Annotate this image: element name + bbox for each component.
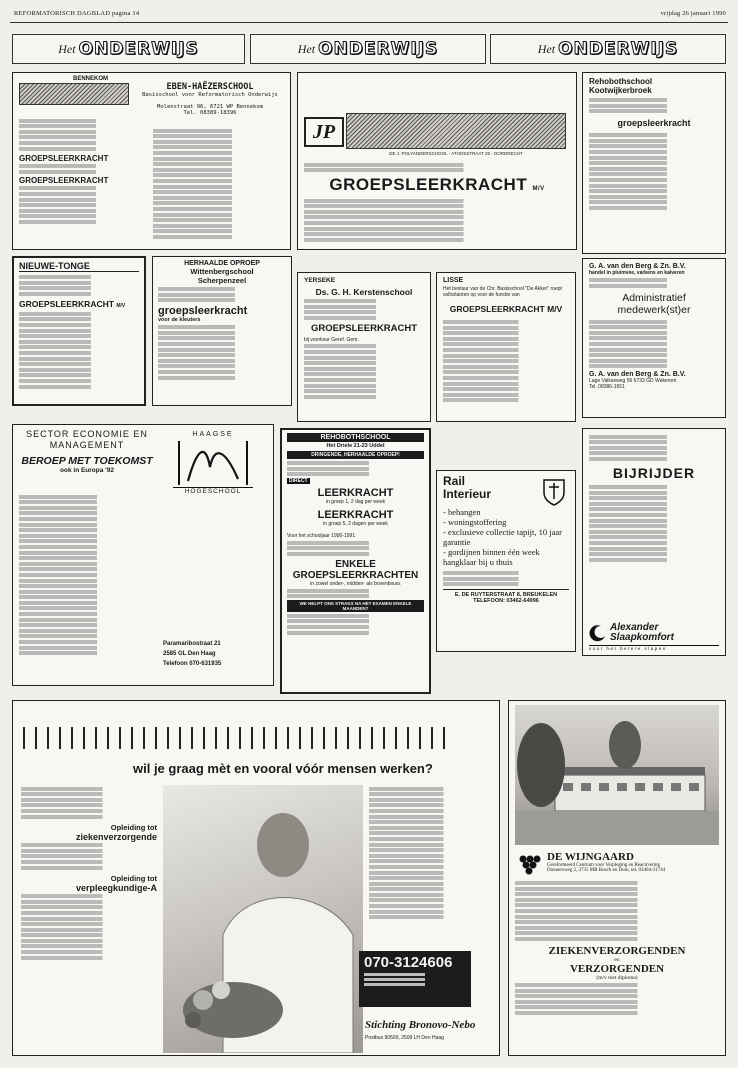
vacancy-title: Administratief medewerk(st)er	[617, 291, 691, 316]
logo-bottom-text: HOGESCHOOL	[173, 487, 253, 495]
header-right: vrijdag 26 januari 1990	[660, 10, 726, 17]
help-banner: WE HELPT ONS STRAKS NA HET EXAMEN ENKELE MAANDEN?	[287, 600, 424, 612]
banner-title: ONDERWIJS	[558, 39, 679, 59]
ad-rehobothschool-kootwijkerbroek	[582, 72, 726, 254]
ad-place: NIEUWE-TONGE	[19, 261, 139, 272]
vacancy-subtitle: voor de kleuters	[158, 317, 201, 324]
haagse-hogeschool-logo	[178, 441, 248, 485]
banner-title: ONDERWIJS	[318, 39, 439, 59]
banner-het: Het	[297, 41, 316, 56]
company-address: Lage Valkseweg 56 6733 GD Wekerom	[589, 378, 677, 385]
school-subtitle: Basisschool voor Reformatorisch Onderwijs	[142, 92, 278, 98]
ad-rehobothschool-uddel	[280, 428, 431, 694]
service-item: - woningstoffering	[443, 517, 507, 527]
school-address-line: DE J. POLYANDERSCHOOL - ATHOSSTRAAT 25 - DORDRECHT	[389, 151, 523, 156]
course-heading: Opleiding tot	[110, 822, 157, 832]
organisation-name: Stichting Bronovo-Nebo	[365, 1019, 476, 1031]
vacancy-title: LEERKRACHT	[317, 509, 394, 522]
jp-logo: JP	[304, 117, 344, 147]
phone-number: Telefoon 070-631935	[163, 661, 222, 667]
vacancy-conjunction: en	[614, 956, 620, 963]
banner-het: Het	[537, 41, 556, 56]
vacancy-title: GROEPSLEERKRACHT	[19, 153, 109, 163]
school-building-illustration	[346, 113, 566, 149]
vacancy-subtitle: in groep 1, 2 dag per week	[325, 499, 386, 506]
school-name: Rehobothschool	[589, 77, 653, 86]
school-name: Wittenbergschool	[190, 267, 254, 276]
ad-bronovo-nebo	[12, 700, 500, 1056]
vacancy-title: ZIEKENVERZORGENDEN	[548, 944, 686, 957]
ad-kerstenschool-yerseke	[297, 272, 431, 422]
course-heading: Opleiding tot	[110, 873, 157, 883]
service-item: - behangen	[443, 507, 481, 517]
brand-name-2: Interieur	[443, 487, 492, 501]
school-name: EBEN-HAËZERSCHOOL	[166, 82, 254, 92]
course-title: verpleegkundige-A	[75, 882, 157, 893]
logo-top-text: HAAGSE	[192, 431, 234, 438]
vacancy-title: groepsleerkracht	[158, 305, 248, 318]
ad-heading: HERHAALDE OPROEP	[184, 260, 260, 267]
vacancy-title: ENKELE GROEPSLEERKRACHTEN	[292, 558, 419, 581]
vacancy-title: GROEPSLEERKRACHT M/V	[19, 298, 126, 309]
school-name: REHOBOTHSCHOOL	[287, 433, 424, 442]
section-banner-right	[490, 34, 726, 64]
ad-place: YERSEKE	[304, 277, 336, 284]
school-phone: Tel. 08389-18396	[183, 110, 237, 116]
vacancy-subtitle: in zowel onder-, midden- als bovenbouw.	[310, 580, 401, 587]
vacancy-subtitle: in groep 5, 2 dagen per week	[323, 521, 388, 528]
vacancy-title: GROEPSLEERKRACHT	[19, 175, 109, 185]
section-banner-mid	[250, 34, 486, 64]
school-address: Het Driele 21-23 Uddel	[326, 443, 385, 449]
wijngaard-building-photo	[515, 705, 719, 845]
sector-title: SECTOR ECONOMIE EN MANAGEMENT	[26, 429, 148, 450]
brand-slogan: voor het betere slapen	[589, 645, 719, 651]
ad-place: BENNEKOM	[73, 76, 109, 82]
address-city: 2585 GL Den Haag	[163, 651, 216, 657]
school-address: Molenstraat 96, 6721 WP Bennekom	[157, 104, 263, 110]
ad-rail-interieur	[436, 470, 576, 652]
vacancy-title: groepsleerkracht	[617, 118, 691, 129]
ad-title: BEROEP MET TOEKOMST	[21, 455, 153, 467]
school-place: Kootwijkerbroek	[589, 86, 652, 95]
school-name: Ds. G. H. Kerstenschool	[315, 287, 413, 297]
company-name: G. A. van den Berg & Zn. B.V.	[589, 371, 686, 379]
company-subtitle: handel in pluimvee, varkens en kalveren	[589, 270, 685, 276]
ad-de-wijngaard	[508, 700, 726, 1056]
ad-wittenbergschool	[152, 256, 292, 406]
ad-polyanderschool	[297, 72, 577, 250]
school-building-illustration	[19, 83, 129, 105]
shop-phone: TELEFOON: 03462-64996	[473, 598, 539, 605]
moon-logo-icon	[589, 624, 607, 642]
banner-het: Het	[58, 41, 76, 56]
phone-number: 070-3124606	[364, 954, 453, 971]
decorative-bars	[23, 727, 445, 749]
company-name: G. A. van den Berg & Zn. B.V.	[589, 263, 686, 270]
brand-name: Alexander	[610, 622, 659, 633]
urgent-banner: DRINGENDE, HERHAALDE OPROEP!	[287, 451, 424, 459]
company-phone: Tel. 08386-1651	[589, 384, 625, 391]
vacancy-title: BIJRIJDER	[612, 464, 696, 481]
phone-callout	[359, 951, 471, 1007]
service-item: - exclusieve collectie tapijt, 10 jaar garantie	[443, 527, 562, 547]
course-title: ziekenverzorgende	[75, 831, 157, 842]
alexander-logo	[589, 623, 719, 651]
school-place: Scherpenzeel	[197, 276, 247, 285]
vacancy-title: GROEPSLEERKRACHT	[310, 322, 418, 334]
service-item: - gordijnen binnen één week hangklaar bij u thuis	[443, 547, 540, 567]
vacancy-subtitle: (m/v met diploma)	[596, 974, 638, 981]
header-rule	[10, 22, 728, 23]
ad-place: LISSE	[443, 277, 464, 284]
section-banner-left	[12, 34, 245, 64]
vacancy-title: GROEPSLEERKRACHT M/V	[449, 304, 563, 314]
address-street: Paramaribostraat 21	[163, 641, 221, 647]
ad-question: wil je graag mèt en vooral vóór mensen werken?	[133, 761, 433, 776]
brand-name: Rail	[443, 474, 466, 488]
vacancy-title: LEERKRACHT	[317, 487, 394, 500]
ad-nieuwe-tonge	[12, 256, 146, 406]
ad-de-akker-lisse	[436, 272, 576, 422]
organisation-address: Postbus 90509, 2509 LH Den Haag	[365, 1035, 444, 1041]
ad-bijrijder-alexander	[582, 428, 726, 656]
vacancy-title: VERZORGENDEN	[569, 962, 665, 975]
direct-label: DIRECT	[289, 478, 308, 485]
shop-address: E. DE RUYTERSTRAAT 8, BREUKELEN	[443, 589, 569, 598]
school-year: Voor het schooljaar 1990-1991	[287, 533, 356, 540]
ad-intro: Het bestuur van de Chr. Basisschool "De Akker" roept sollicitanten op voor de functie van	[443, 286, 562, 298]
ad-van-den-berg	[582, 258, 726, 418]
organisation-address: Donnersweg 2, 3735 MR Bosch en Duin, tel. 03404-31744	[547, 868, 666, 873]
nurse-photo	[163, 785, 363, 1053]
header-left: REFORMATORISCH DAGBLAD pagina 14	[14, 10, 140, 17]
grapes-logo-icon	[515, 851, 543, 877]
banner-title: ONDERWIJS	[78, 39, 199, 59]
ad-subtitle: ook in Europa '92	[60, 467, 114, 474]
coat-of-arms-icon	[541, 477, 567, 507]
ad-eben-haezer	[12, 72, 291, 250]
brand-name-2: Slaapkomfort	[610, 632, 674, 643]
ad-haagse-hogeschool	[12, 424, 274, 686]
vacancy-title: GROEPSLEERKRACHT M/V	[329, 175, 545, 194]
organisation-subtitle: Gereformeerd Centrum voor Verpleging en Reactivering	[547, 863, 661, 868]
vacancy-subtitle: bij voorkeur Geref. Gem.	[304, 336, 359, 343]
organisation-name: DE WIJNGAARD	[547, 851, 634, 863]
